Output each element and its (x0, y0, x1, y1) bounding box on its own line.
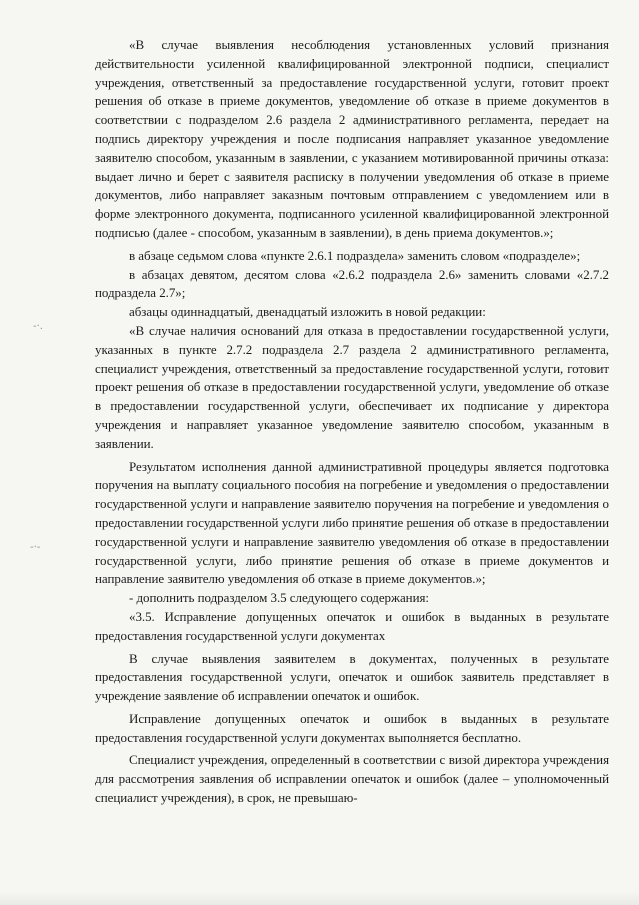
paragraph-signature-check: «В случае выявления несоблюдения установленных условий признания действительности усиленной квалифицированной электронной подписи, специалист учреждения, ответственный за предоставление государственной услуги, готовит проект решения об отказе в приеме документов, уведомление об отказе в приеме документов в соответствии с подразделом 2.6 раздела 2 административного регламента, передает на подпись директору учреждения и после подписания направляет указанное уведомление заявителю способом, указанным в заявлении, с указанием мотивированной причины отказа: выдает лично и берет с заявителя расписку в получении уведомления об отказе в приеме документов, либо направляет заказным почтовым отправлением с уведомлением или в форме электронного документа, подписанного усиленной квалифицированной электронной подписью (далее - способом, указанным в заявлении), в день приема документов.»; (95, 37, 609, 240)
paragraph-authorized-specialist: Специалист учреждения, определенный в соответствии с визой директора учреждения для рассмотрения заявления об исправлении опечаток и ошибок (далее – уполномоченный специалист учреждения), в срок, не превышаю- (95, 752, 609, 806)
paragraph-refusal-grounds: «В случае наличия оснований для отказа в предоставлении государственной услуги, указанных в пункте 2.7.2 подраздела 2.7 раздела 2 административного регламента, специалист учреждения, ответственный за предоставление государственной услуги, готовит проект решения об отказе в предоставлении государственной услуги, уведомление об отказе в предоставлении государственной услуги, обеспечивает их подписание у директора учреждения и направляет указанное уведомление заявителю способом, указанным в заявлении. (95, 322, 609, 451)
paragraph-error-detection: В случае выявления заявителем в документах, полученных в результате предоставления государственной услуги, опечаток и ошибок заявитель представляет в учреждение заявление об исправлении опечаток и ошибок. (95, 650, 609, 704)
paragraph-procedure-result: Результатом исполнения данной административной процедуры является подготовка поручения на выплату социального пособия на погребение и уведомления о предоставлении государственной услуги и направление заявителю поручения на погребение и уведомления о предоставлении государственной услуги либо принятие решения об отказе в предоставлении государственной услуги и направление заявителю уведомления об отказе в предоставлении государственной услуги, либо принятие решения об отказе в приеме документов и направление заявителю уведомления об отказе в приеме документов.»; (95, 458, 609, 587)
scan-edge-shadow (0, 891, 639, 905)
paragraph-seventh-abzac: в абзаце седьмом слова «пункте 2.6.1 подраздела» заменить словом «подразделе»; (129, 247, 581, 263)
paragraph-add-subsection: - дополнить подразделом 3.5 следующего содержания: (129, 590, 429, 606)
subsection-heading-3-5: «3.5. Исправление допущенных опечаток и ошибок в выданных в результате предоставления государственной услуги документах (95, 608, 609, 643)
paragraph-free-correction: Исправление допущенных опечаток и ошибок в выданных в результате предоставления государственной услуги документах выполняется бесплатно. (95, 710, 609, 745)
scan-mark: -·- (30, 542, 41, 553)
paragraph-ninth-tenth-abzac: в абзацах девятом, десятом слова «2.6.2 подраздела 2.6» заменить словами «2.7.2 подраздела 2.7»; (95, 266, 609, 301)
document-body (95, 36, 609, 808)
scan-mark: -·. (33, 321, 43, 332)
paragraph-eleventh-twelfth-abzac: абзацы одиннадцатый, двенадцатый изложить в новой редакции: (129, 304, 486, 320)
